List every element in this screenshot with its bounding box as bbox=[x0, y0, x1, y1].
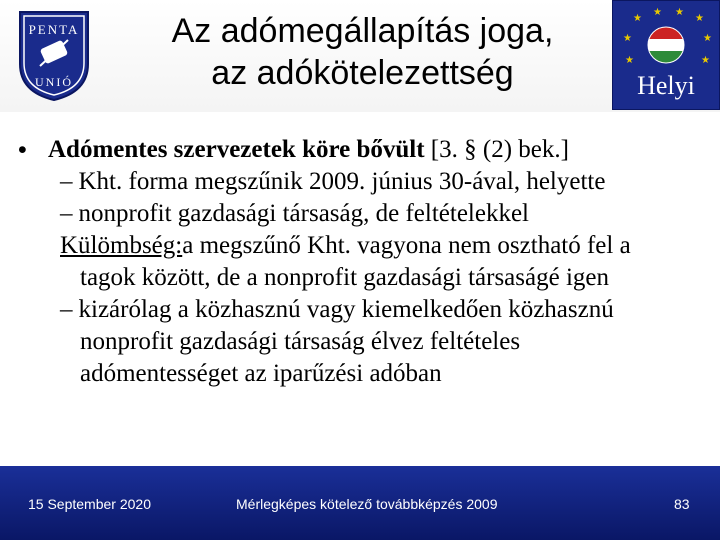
dash-marker: – bbox=[60, 200, 73, 227]
sub-item-3-text: kizárólag a közhasznú vagy kiemelkedően közhasznú bbox=[78, 296, 614, 323]
sub-item-3 bbox=[14, 294, 710, 326]
dash-marker: – bbox=[60, 296, 73, 323]
bullet-bold-text: Adómentes szervezetek köre bővült bbox=[48, 136, 425, 163]
svg-text:★: ★ bbox=[701, 55, 710, 66]
footer-date: 15 September 2020 bbox=[28, 496, 151, 512]
title-line-2: az adókötelezettség bbox=[211, 54, 514, 92]
sub-item-3-continuation-2: adómentességet az iparűzési adóban bbox=[80, 360, 442, 387]
dash-marker: – bbox=[60, 168, 73, 195]
logo-text-bottom: UNIÓ bbox=[35, 75, 73, 89]
difference-note bbox=[14, 230, 710, 262]
sub-item-2-text: nonprofit gazdasági társaság, de feltételekkel bbox=[78, 200, 530, 227]
svg-text:★: ★ bbox=[703, 33, 712, 44]
logo-text-top: PENTA bbox=[28, 22, 80, 37]
sub-item-2 bbox=[14, 198, 710, 230]
slide-content bbox=[14, 134, 710, 390]
svg-text:★: ★ bbox=[633, 13, 642, 24]
sub-item-1-text: Kht. forma megszűnik 2009. június 30-ával, helyette bbox=[78, 168, 606, 195]
difference-text: a megszűnő Kht. vagyona nem osztható fel a bbox=[182, 232, 631, 259]
helyi-badge bbox=[612, 0, 720, 110]
slide-footer bbox=[0, 466, 720, 540]
penta-unio-logo bbox=[14, 6, 94, 104]
svg-text:★: ★ bbox=[675, 7, 684, 18]
page-title bbox=[110, 10, 615, 94]
page-number: 83 bbox=[674, 496, 690, 512]
difference-label: Külömbség: bbox=[60, 232, 183, 259]
hungary-flag-circle-icon bbox=[643, 27, 689, 63]
slide-header bbox=[0, 0, 720, 112]
svg-text:★: ★ bbox=[653, 7, 662, 18]
title-line-1: Az adómegállapítás joga, bbox=[171, 12, 554, 50]
main-bullet bbox=[14, 134, 710, 166]
helyi-label: Helyi bbox=[637, 71, 695, 100]
sub-item-1 bbox=[14, 166, 710, 198]
bullet-marker: • bbox=[18, 136, 27, 164]
footer-title: Mérlegképes kötelező továbbképzés 2009 bbox=[236, 496, 498, 512]
difference-continuation: tagok között, de a nonprofit gazdasági társaságé igen bbox=[80, 264, 609, 291]
svg-text:★: ★ bbox=[623, 33, 632, 44]
sub-item-3-continuation-1: nonprofit gazdasági társaság élvez feltételes bbox=[80, 328, 521, 355]
svg-text:★: ★ bbox=[695, 13, 704, 24]
svg-text:★: ★ bbox=[625, 55, 634, 66]
bullet-reference: [3. § (2) bek.] bbox=[430, 136, 569, 163]
